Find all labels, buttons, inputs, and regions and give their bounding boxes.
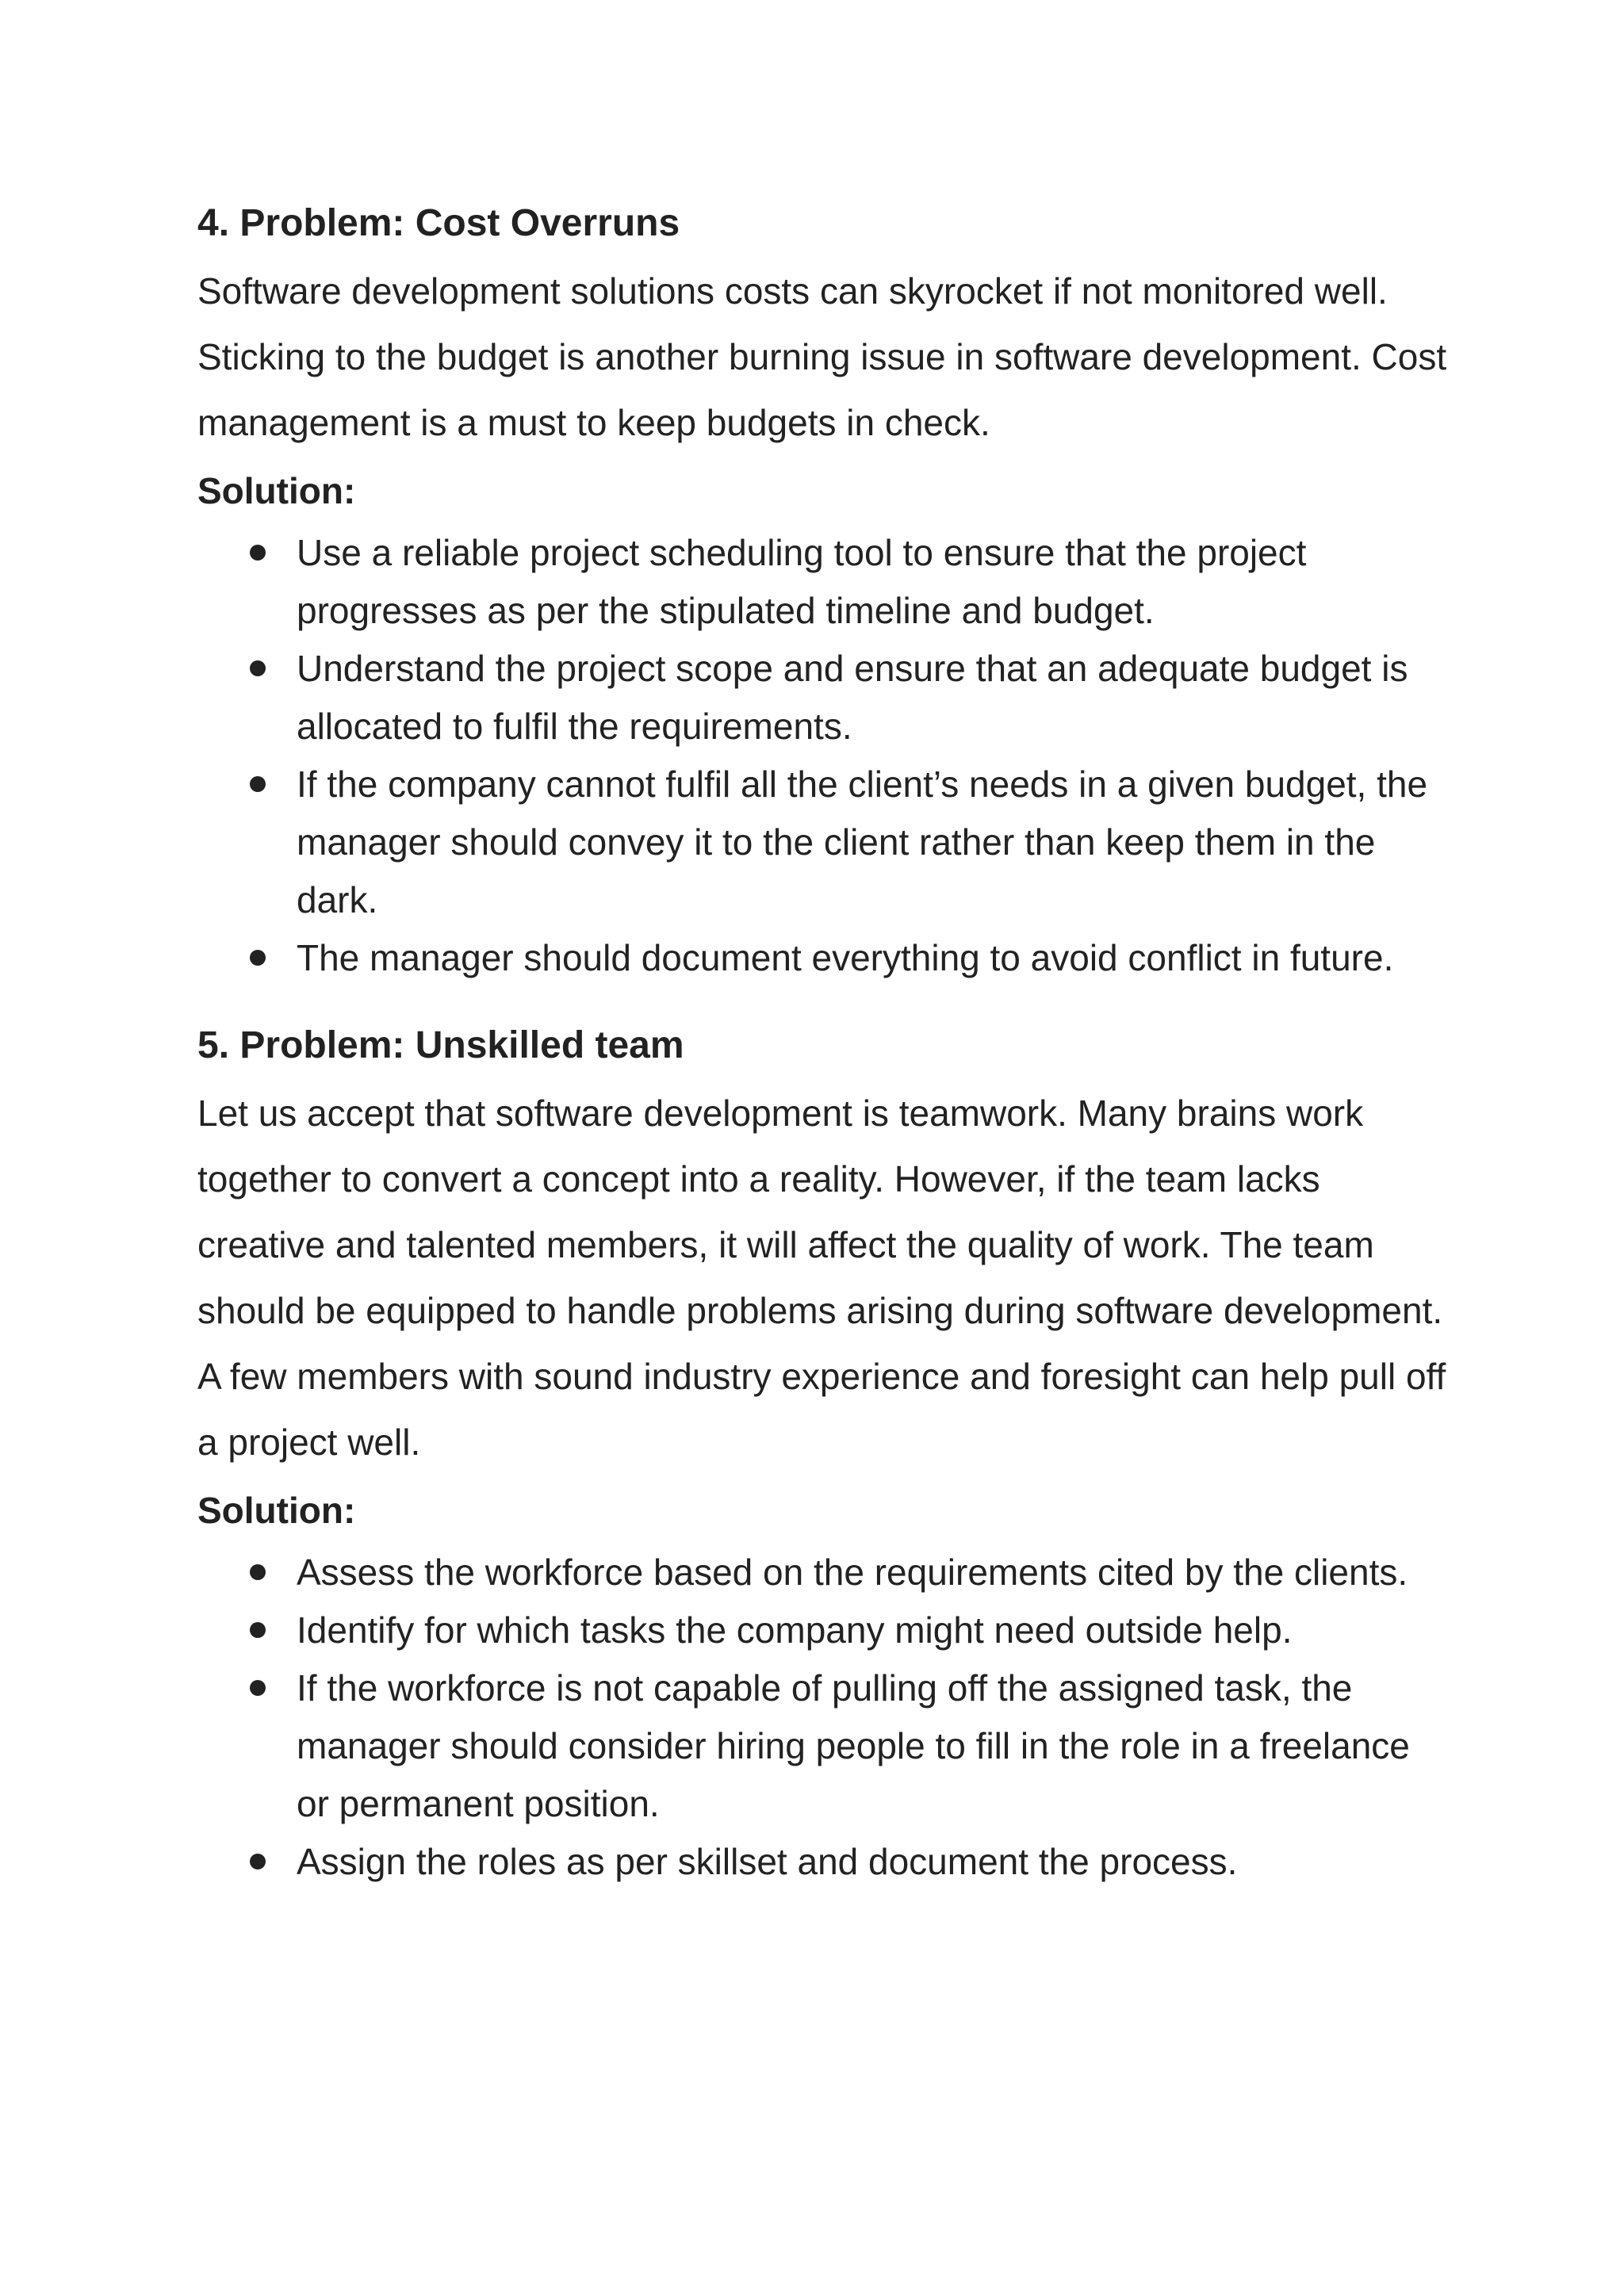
list-item bbox=[197, 524, 1450, 640]
list-item bbox=[197, 1601, 1450, 1659]
list-item-text: Identify for which tasks the company might need outside help. bbox=[297, 1609, 1293, 1651]
section-heading: 4. Problem: Cost Overruns bbox=[197, 202, 680, 244]
bullet-icon bbox=[250, 950, 266, 966]
bullet-icon bbox=[250, 1564, 266, 1580]
problem-section-cost-overruns bbox=[197, 198, 1450, 987]
problem-section-unskilled-team bbox=[197, 1020, 1450, 1891]
solution-label: Solution: bbox=[197, 470, 356, 511]
bullet-icon bbox=[250, 1622, 266, 1638]
list-item-text: Assign the roles as per skillset and document the process. bbox=[297, 1841, 1238, 1882]
list-item-text: Assess the workforce based on the requirements cited by the clients. bbox=[297, 1552, 1408, 1593]
section-heading: 5. Problem: Unskilled team bbox=[197, 1024, 684, 1066]
list-item bbox=[197, 929, 1450, 987]
section-paragraph: Let us accept that software development is teamwork. Many brains work together to convert a concept into a reality. However, if the team lacks creative and talented members, it will affect the quality of work. The team should be equipped to handle problems arising during software development. A few members with sound industry experience and foresight can help pull off a project well. bbox=[197, 1093, 1446, 1463]
document-content bbox=[197, 198, 1450, 1891]
list-item bbox=[197, 1659, 1450, 1833]
list-item-text: Use a reliable project scheduling tool to ensure that the project progresses as per the stipulated timeline and budget. bbox=[297, 532, 1307, 631]
solution-list bbox=[197, 1544, 1450, 1891]
solution-list bbox=[197, 524, 1450, 987]
solution-label: Solution: bbox=[197, 1490, 356, 1531]
bullet-icon bbox=[250, 660, 266, 676]
bullet-icon bbox=[250, 1680, 266, 1696]
list-item-text: The manager should document everything to avoid conflict in future. bbox=[297, 937, 1394, 978]
list-item bbox=[197, 1833, 1450, 1891]
list-item-text: If the company cannot fulfil all the client’s needs in a given budget, the manager should convey it to the client rather than keep them in the dark. bbox=[297, 763, 1428, 920]
list-item bbox=[197, 640, 1450, 756]
list-item-text: Understand the project scope and ensure that an adequate budget is allocated to fulfil the requirements. bbox=[297, 648, 1408, 747]
list-item-text: If the workforce is not capable of pulling off the assigned task, the manager should consider hiring people to fill in the role in a freelance or permanent position. bbox=[297, 1667, 1410, 1824]
list-item bbox=[197, 1544, 1450, 1601]
list-item bbox=[197, 756, 1450, 929]
bullet-icon bbox=[250, 545, 266, 561]
bullet-icon bbox=[250, 1854, 266, 1869]
bullet-icon bbox=[250, 776, 266, 792]
section-paragraph: Software development solutions costs can skyrocket if not monitored well. Sticking to the budget is another burning issue in software development. Cost management is a must to keep budgets in check. bbox=[197, 270, 1447, 443]
